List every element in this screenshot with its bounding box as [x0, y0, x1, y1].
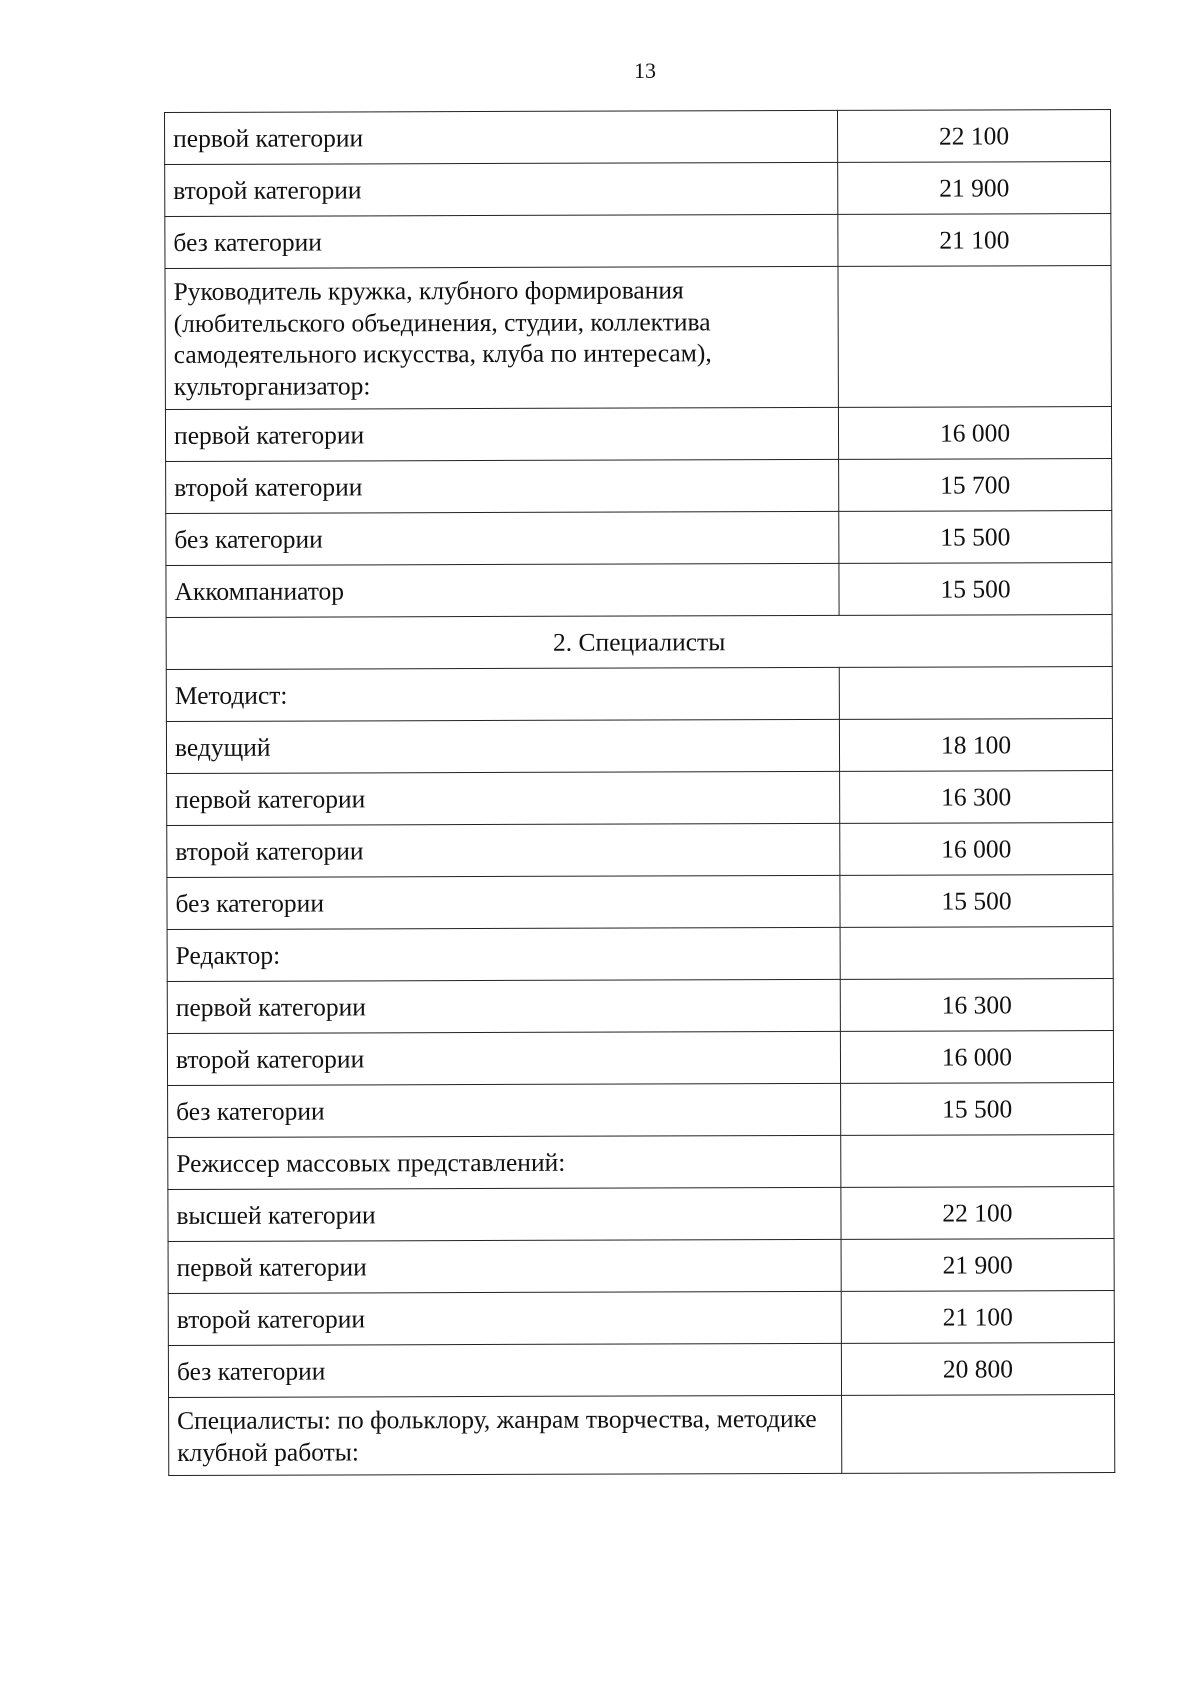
position-cell: Аккомпаниатор: [166, 563, 839, 617]
position-cell: второй категории: [166, 459, 839, 513]
position-cell: без категории: [167, 875, 840, 929]
salary-cell: [838, 266, 1111, 408]
position-cell: второй категории: [167, 1031, 840, 1085]
table-row: [165, 214, 1111, 269]
table-row: [165, 266, 1111, 410]
position-cell: первой категории: [167, 979, 840, 1033]
salary-cell: 22 100: [837, 110, 1110, 163]
position-cell: без категории: [168, 1343, 841, 1397]
table-row: [166, 511, 1112, 566]
position-cell: без категории: [168, 1083, 841, 1137]
salary-cell: 18 100: [839, 719, 1112, 772]
position-cell: второй категории: [168, 1291, 841, 1345]
position-cell: без категории: [166, 511, 839, 565]
table-row: [166, 719, 1112, 774]
salary-cell: 21 900: [838, 162, 1111, 215]
table-row: [165, 110, 1111, 165]
table-row: [167, 927, 1113, 982]
position-cell: второй категории: [167, 823, 840, 877]
table-row: [167, 823, 1113, 878]
position-cell: Специалисты: по фольклору, жанрам творчества, методике клубной работы:: [169, 1395, 842, 1475]
salary-cell: 16 000: [840, 1031, 1113, 1084]
salary-cell: 15 500: [839, 563, 1112, 616]
salary-cell: [840, 927, 1113, 980]
table-row: [166, 563, 1112, 618]
salary-cell: 21 900: [841, 1239, 1114, 1292]
salary-cell: 15 500: [840, 875, 1113, 928]
position-cell: первой категории: [165, 110, 838, 164]
salary-cell: 20 800: [841, 1343, 1114, 1396]
table-row: [168, 1187, 1114, 1242]
position-cell: без категории: [165, 214, 838, 268]
salary-cell: 21 100: [838, 214, 1111, 267]
position-cell: первой категории: [167, 771, 840, 825]
table-row: [168, 1343, 1114, 1398]
table-row: [165, 407, 1111, 462]
position-cell: Редактор:: [167, 927, 840, 981]
table-row: [167, 771, 1113, 826]
position-cell: высшей категории: [168, 1187, 841, 1241]
section-heading: 2. Специалисты: [166, 615, 1112, 670]
table-row: [166, 667, 1112, 722]
table-row: [167, 979, 1113, 1034]
salary-cell: 15 500: [841, 1083, 1114, 1136]
position-cell: первой категории: [165, 407, 838, 461]
table-row: [167, 875, 1113, 930]
salary-cell: 21 100: [841, 1291, 1114, 1344]
position-cell: ведущий: [166, 719, 839, 773]
table-row: [167, 1031, 1113, 1086]
table-row: [168, 1135, 1114, 1190]
table-row: [168, 1291, 1114, 1346]
position-cell: Режиссер массовых представлений:: [168, 1135, 841, 1189]
salary-cell: [841, 1135, 1114, 1188]
section-row: [166, 615, 1112, 670]
salary-cell: 16 000: [840, 823, 1113, 876]
salary-cell: 16 300: [840, 979, 1113, 1032]
position-cell: Методист:: [166, 667, 839, 721]
salary-cell: 15 500: [839, 511, 1112, 564]
salary-cell: 22 100: [841, 1187, 1114, 1240]
table-row: [169, 1395, 1115, 1476]
salary-cell: [839, 667, 1112, 720]
position-cell: первой категории: [168, 1239, 841, 1293]
salary-cell: 16 300: [840, 771, 1113, 824]
salary-cell: 16 000: [838, 407, 1111, 460]
table-row: [165, 162, 1111, 217]
table-row: [166, 459, 1112, 514]
table-row: [168, 1239, 1114, 1294]
table-row: [168, 1083, 1114, 1138]
salary-cell: [842, 1395, 1115, 1474]
salary-table: [164, 109, 1115, 1476]
position-cell: второй категории: [165, 162, 838, 216]
position-cell: Руководитель кружка, клубного формирования (любительского объединения, студии, коллектива самодеятельного искусства, клуба по интересам), культорганизатор:: [165, 266, 838, 409]
salary-cell: 15 700: [839, 459, 1112, 512]
page-number: 13: [634, 58, 656, 83]
